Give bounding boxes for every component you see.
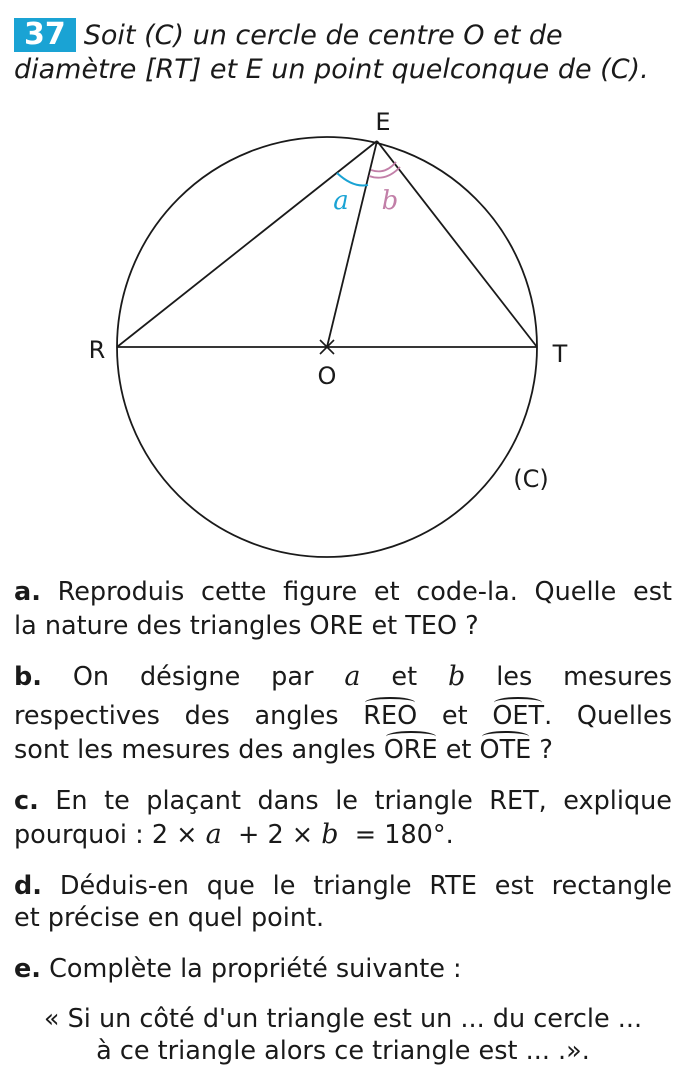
label-angle-b: b [381,186,399,216]
question-b-label: b. [14,662,42,692]
statement-line-1: Soit (C) un cercle de centre O et de [83,20,563,51]
angle-a-arc [337,173,368,186]
angle-b-arc-1 [371,162,396,171]
question-a-line-1: a. Reproduis cette figure et code-la. Quelle est [14,577,672,607]
variable-a: a [205,819,222,850]
angle-ore: ORE [383,735,438,765]
question-b-line-2: respectives des angles REO et OET. Quelles [14,701,672,731]
label-r: R [88,336,106,364]
property-line-2: à ce triangle alors ce triangle est ... .». [96,1036,590,1066]
segment-re [117,141,377,347]
segment-te [377,141,537,347]
question-e-label: e. [14,954,41,984]
question-b-line-3: sont les mesures des angles ORE et OTE ? [14,735,553,765]
property-line-1: « Si un côté d'un triangle est un ... du cercle ... [43,1004,643,1034]
label-e: E [375,108,391,136]
label-o: O [317,362,337,390]
angle-reo: REO [363,701,418,731]
label-t: T [552,340,568,368]
circle-figure [0,100,700,570]
segment-oe [327,141,377,347]
angle-ote: OTE [479,735,532,765]
question-a-label: a. [14,577,41,607]
variable-b: b [321,819,339,850]
question-b-line-1: b. On désigne par a et b les mesures [14,661,673,692]
variable-a: a [344,661,361,692]
question-c-line-2: pourquoi : 2 × a + 2 × b = 180°. [14,819,454,850]
question-c-line-1: c. En te plaçant dans le triangle RET, explique [14,786,672,816]
exercise-number-badge: 37 [14,18,76,52]
question-d-line-1: d. Déduis-en que le triangle RTE est rectangle [14,871,672,901]
variable-b: b [447,661,466,692]
question-a-line-2: la nature des triangles ORE et TEO ? [14,611,479,641]
question-c-label: c. [14,786,39,816]
question-d-line-2: et précise en quel point. [14,903,325,933]
question-d-label: d. [14,871,42,901]
angle-b-arc-2 [369,167,400,178]
exercise-header [14,18,674,88]
statement-line-2: diamètre [RT] et E un point quelconque de (C). [14,54,649,85]
label-circle-c: (C) [513,465,549,493]
label-angle-a: a [333,186,349,216]
angle-oet: OET [492,701,545,731]
question-e-line-1: e. Complète la propriété suivante : [14,954,462,984]
